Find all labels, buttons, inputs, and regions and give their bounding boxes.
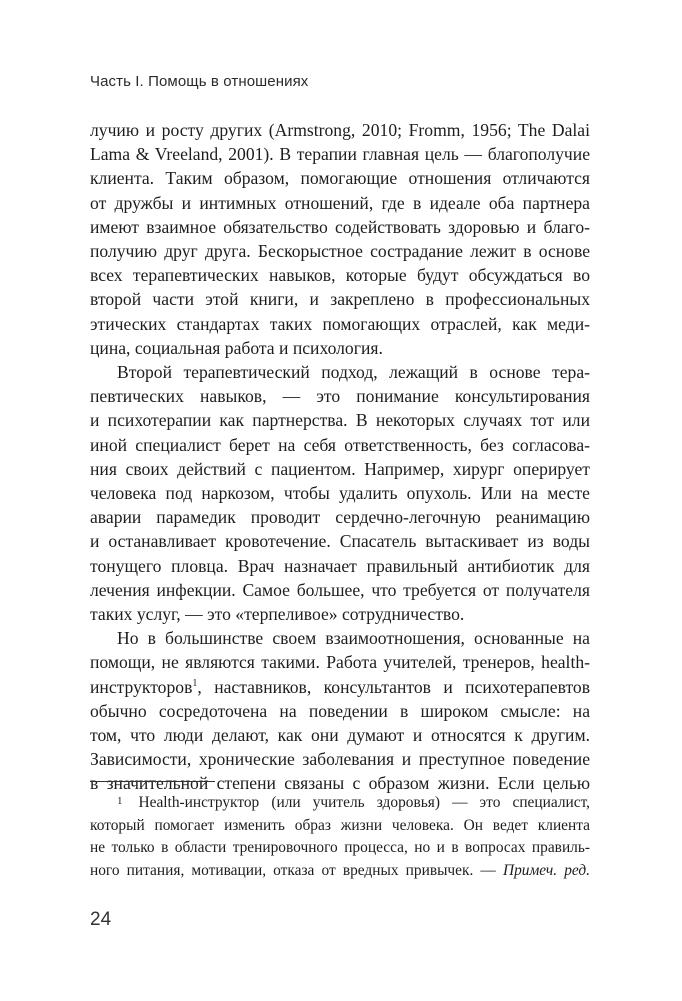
text-line: и психотерапии как партнерства. В некоторых случаях тот или: [90, 410, 590, 431]
text-fragment: инструкторов: [90, 676, 193, 697]
text-line: ния своих действий с пациентом. Например, хирург оперирует: [90, 458, 590, 479]
text-fragment: Health-инструктор (или учитель здоровья) — это специалист,: [138, 794, 590, 811]
text-line: получию друг друга. Бескорыстное сострадание лежит в основе: [90, 241, 590, 262]
text-line: Второй терапевтический подход, лежащий в основе тера-: [117, 362, 590, 383]
text-line: Но в большинстве своем взаимоотношения, основанные на: [117, 628, 590, 649]
text-line: всех терапевтических навыков, которые будут обсуждаться во: [90, 265, 590, 286]
editor-note: Примеч. ред.: [502, 861, 590, 879]
text-line: таких услуг, — это «терпеливое» сотрудничество.: [90, 604, 465, 625]
footnote-line: который помогает изменить образ жизни человека. Он ведет клиента: [90, 816, 590, 834]
running-head: Часть I. Помощь в отношениях: [90, 73, 309, 90]
text-line: имеют взаимное обязательство содействовать здоровью и благо-: [90, 216, 590, 237]
text-fragment: ного питания, мотивации, отказа от вредных привычек. —: [90, 861, 503, 879]
text-line: клиента. Таким образом, помогающие отношения отличаются: [90, 168, 590, 189]
text-line: и останавливает кровотечение. Спасатель вытаскивает из воды: [90, 531, 590, 552]
text-line: второй части этой книги, и закреплено в профессиональных: [90, 289, 590, 310]
text-line: в значительной степени связаны с образом жизни. Если целью: [90, 773, 590, 794]
text-line: лучию и росту других (Armstrong, 2010; Fromm, 1956; The Dalai: [90, 120, 590, 140]
text-line: аварии парамедик проводит сердечно-легочную реанимацию: [90, 507, 590, 528]
footnote: [90, 790, 590, 882]
footnote-marker: 1: [117, 795, 123, 807]
text-line: иной специалист берет на себя ответственность, без согласова-: [90, 434, 590, 455]
footnote-separator: [90, 781, 215, 782]
paragraph-1: [90, 118, 590, 360]
body-text: [90, 118, 590, 796]
text-line: тонущего пловца. Врач назначает правильный антибиотик для: [90, 555, 590, 576]
text-line: том, что люди делают, как они думают и относятся к другим.: [90, 725, 590, 746]
text-line: обычно сосредоточена на поведении в широком смысле: на: [90, 700, 590, 721]
text-line: от дружбы и интимных отношений, где в идеале оба партнера: [90, 192, 590, 213]
text-line: Зависимости, хронические заболевания и преступное поведение: [90, 749, 590, 770]
text-line: этических стандартах таких помогающих отраслей, как меди-: [90, 313, 590, 334]
text-line: цина, социальная работа и психология.: [90, 337, 383, 358]
text-line: лечения инфекции. Самое большее, что требуется от получателя: [90, 579, 590, 600]
footnote-line: [90, 860, 590, 883]
text-line: певтических навыков, — это понимание консультирования: [90, 386, 590, 407]
footnote-line: не только в области тренировочного процесса, но и в вопросах правиль-: [90, 839, 590, 856]
text-line: Lama & Vreeland, 2001). В терапии главная цель — благополучие: [90, 144, 590, 165]
text-fragment: , наставников, консультантов и психотерапевтов: [197, 676, 590, 697]
page-number: 24: [90, 909, 112, 930]
paragraph-2: [90, 360, 590, 626]
text-line: [90, 675, 590, 699]
footnote-reference[interactable]: 1: [192, 677, 198, 689]
text-line: человека под наркозом, чтобы удалить опухоль. Или на месте: [90, 483, 590, 504]
paragraph-3: [90, 626, 590, 795]
footnote-line: [90, 790, 590, 815]
text-line: помощи, не являются такими. Работа учителей, тренеров, health-: [90, 652, 590, 673]
